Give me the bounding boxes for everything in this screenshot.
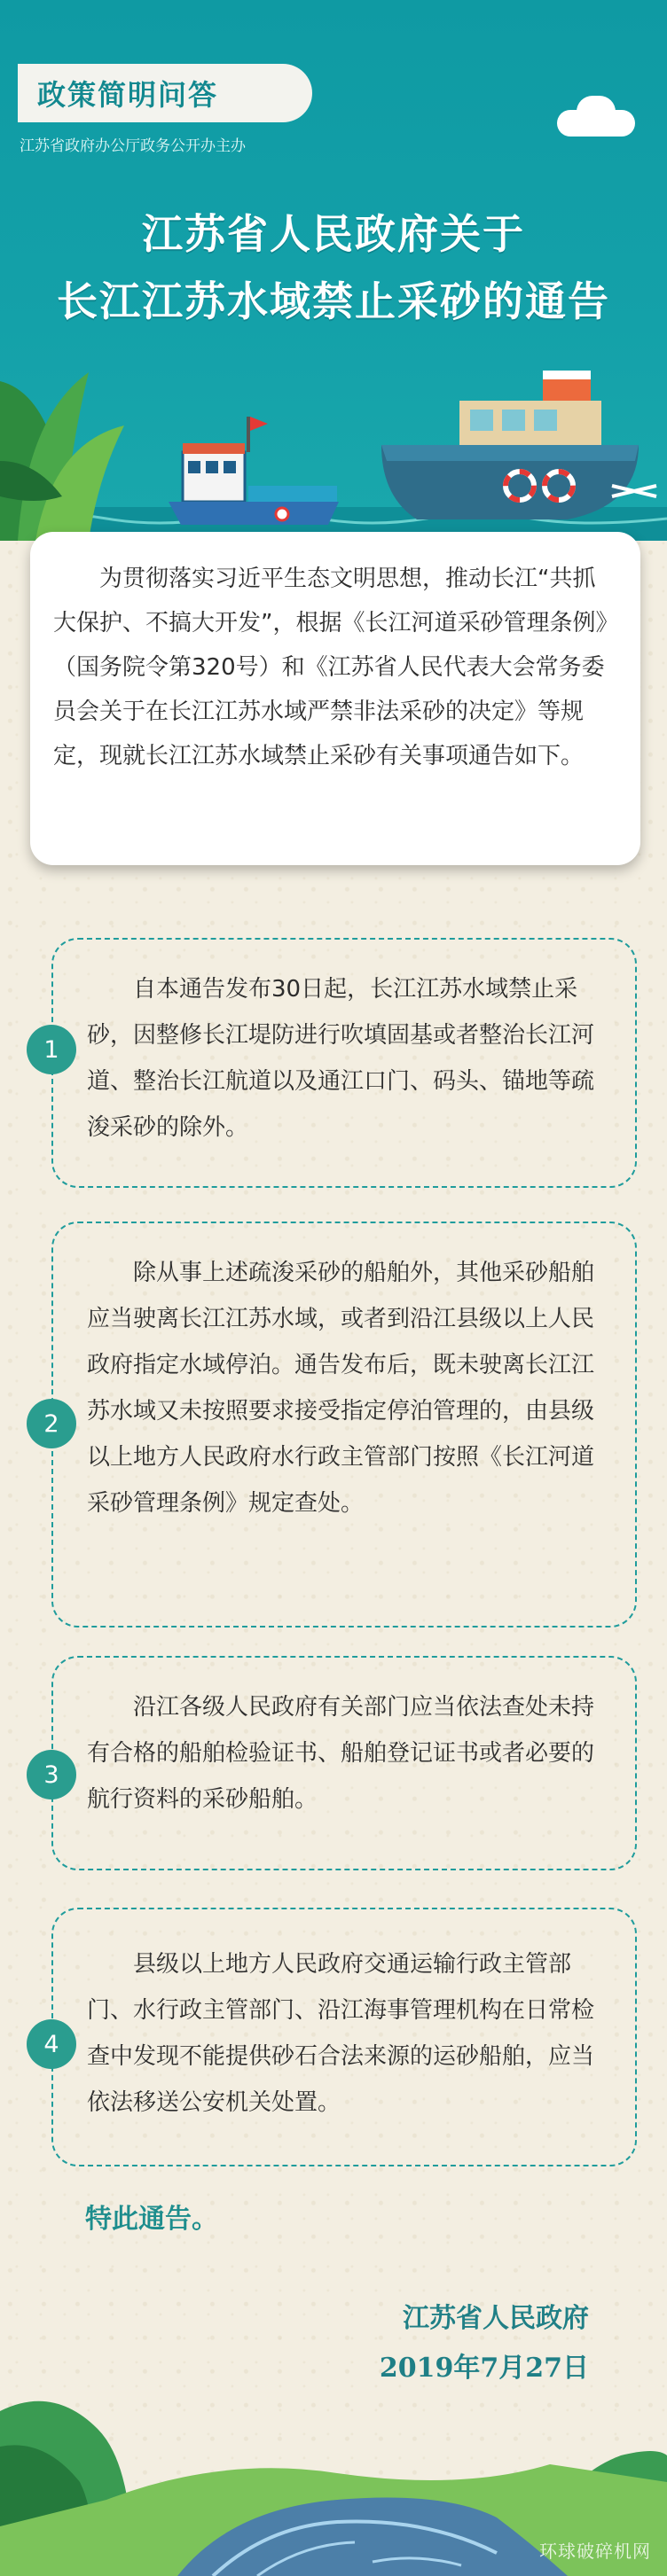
- item-number-badge: 3: [27, 1750, 76, 1799]
- item-text-2: 除从事上述疏浚采砂的船舶外，其他采砂船舶应当驶离长江江苏水域，或者到沿江县级以上人民政府指定水域停泊。通告发布后，既未驶离长江江苏水域又未按照要求接受指定停泊管理的，由县级以上地方人民政府水行政主管部门按照《长江河道采砂管理条例》规定查处。: [87, 1260, 595, 1517]
- signature-org: 江苏省人民政府: [403, 2303, 589, 2334]
- page-title-line-1: 江苏省人民政府关于: [142, 210, 525, 258]
- closing-statement: 特此通告。: [85, 2204, 218, 2235]
- item-text-4: 县级以上地方人民政府交通运输行政主管部门、水行政主管部门、沿江海事管理机构在日常检查中发现不能提供砂石合法来源的运砂船舶，应当依法移送公安机关处置。: [87, 1951, 595, 2116]
- header-banner: [0, 0, 667, 541]
- small-boat-icon: [169, 417, 339, 525]
- signature-date: 2019年7月27日: [379, 2353, 589, 2384]
- item-text-3: 沿江各级人民政府有关部门应当依法查处未持有合格的船舶检验证书、船舶登记证书或者必要的航行资料的采砂船舶。: [87, 1694, 595, 1813]
- intro-paragraph: 为贯彻落实习近平生态文明思想，推动长江“共抓大保护、不搞大开发”，根据《长江河道采砂管理条例》（国务院令第320号）和《江苏省人民代表大会常务委员会关于在长江江苏水域严禁非法采砂的决定》等规定，现就长江江苏水域禁止采砂有关事项通告如下。: [53, 566, 608, 769]
- header-subtitle: 江苏省政府办公厅政务公开办主办: [20, 137, 246, 155]
- item-number-badge: 4: [27, 2019, 76, 2069]
- item-number-badge: 1: [27, 1025, 76, 1074]
- item-number-badge: 2: [27, 1399, 76, 1448]
- page-title-line-2: 长江江苏水域禁止采砂的通告: [57, 277, 610, 325]
- watermark-text: 环球破碎机网: [539, 2541, 651, 2562]
- river-illustration: [0, 0, 667, 541]
- item-text-1: 自本通告发布30日起，长江江苏水域禁止采砂，因整修长江堤防进行吹填固基或者整治长江河道、整治长江航道以及通江口门、码头、锚地等疏浚采砂的除外。: [87, 976, 595, 1141]
- large-boat-icon: [381, 371, 656, 519]
- badge-label: 政策简明问答: [37, 78, 219, 112]
